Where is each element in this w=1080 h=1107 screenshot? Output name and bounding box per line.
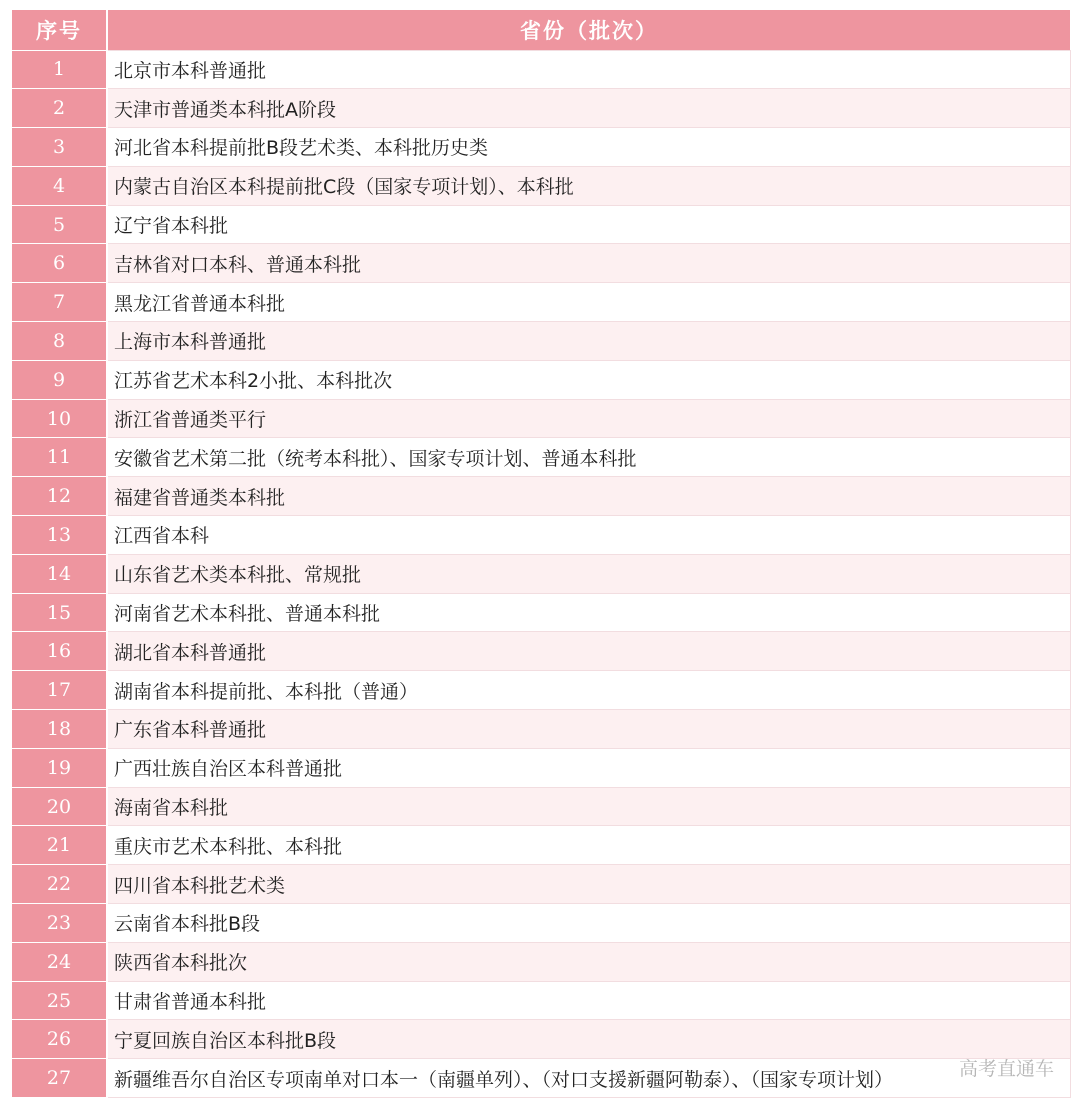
row-index-cell: 2: [12, 89, 107, 128]
table-row: [12, 748, 1070, 787]
table-row: [12, 593, 1070, 632]
province-batch-table-container: [12, 10, 1070, 1098]
row-index-cell: 9: [12, 360, 107, 399]
row-index-cell: 12: [12, 477, 107, 516]
row-province-cell: 湖北省本科普通批: [107, 632, 1070, 671]
table-row: [12, 283, 1070, 322]
table-row: [12, 399, 1070, 438]
table-row: [12, 981, 1070, 1020]
table-row: [12, 787, 1070, 826]
row-index-cell: 25: [12, 981, 107, 1020]
row-province-cell: 广西壮族自治区本科普通批: [107, 748, 1070, 787]
row-index-cell: 19: [12, 748, 107, 787]
table-header: [12, 10, 1070, 50]
row-province-cell: 宁夏回族自治区本科批B段: [107, 1020, 1070, 1059]
row-province-cell: 陕西省本科批次: [107, 942, 1070, 981]
row-index-cell: 23: [12, 904, 107, 943]
header-row: [12, 10, 1070, 50]
row-province-cell: 辽宁省本科批: [107, 205, 1070, 244]
table-row: [12, 554, 1070, 593]
row-province-cell: 安徽省艺术第二批（统考本科批）、国家专项计划、普通本科批: [107, 438, 1070, 477]
row-province-cell: 河南省艺术本科批、普通本科批: [107, 593, 1070, 632]
row-index-cell: 15: [12, 593, 107, 632]
row-index-cell: 13: [12, 516, 107, 555]
row-province-cell: 山东省艺术类本科批、常规批: [107, 554, 1070, 593]
row-index-cell: 3: [12, 128, 107, 167]
row-province-cell: 内蒙古自治区本科提前批C段（国家专项计划）、本科批: [107, 166, 1070, 205]
row-province-cell: 海南省本科批: [107, 787, 1070, 826]
row-index-cell: 7: [12, 283, 107, 322]
row-province-cell: 江苏省艺术本科2小批、本科批次: [107, 360, 1070, 399]
table-body: [12, 50, 1070, 1098]
row-province-cell: 江西省本科: [107, 516, 1070, 555]
row-province-cell: 上海市本科普通批: [107, 322, 1070, 361]
row-province-cell: 重庆市艺术本科批、本科批: [107, 826, 1070, 865]
row-index-cell: 1: [12, 50, 107, 89]
row-index-cell: 6: [12, 244, 107, 283]
row-province-cell: 甘肃省普通本科批: [107, 981, 1070, 1020]
row-index-cell: 11: [12, 438, 107, 477]
table-row: [12, 166, 1070, 205]
row-index-cell: 24: [12, 942, 107, 981]
table-row: [12, 322, 1070, 361]
row-index-cell: 26: [12, 1020, 107, 1059]
row-index-cell: 17: [12, 671, 107, 710]
table-row: [12, 244, 1070, 283]
row-province-cell: 浙江省普通类平行: [107, 399, 1070, 438]
row-index-cell: 16: [12, 632, 107, 671]
row-province-cell: 广东省本科普通批: [107, 710, 1070, 749]
row-index-cell: 22: [12, 865, 107, 904]
table-row: [12, 50, 1070, 89]
table-row: [12, 671, 1070, 710]
row-province-cell: 北京市本科普通批: [107, 50, 1070, 89]
table-row: [12, 360, 1070, 399]
row-index-cell: 8: [12, 322, 107, 361]
row-province-cell: 河北省本科提前批B段艺术类、本科批历史类: [107, 128, 1070, 167]
row-province-cell: 新疆维吾尔自治区专项南单对口本一（南疆单列）、（对口支援新疆阿勒泰）、（国家专项计划）: [107, 1059, 1070, 1098]
row-index-cell: 21: [12, 826, 107, 865]
row-province-cell: 四川省本科批艺术类: [107, 865, 1070, 904]
table-row: [12, 128, 1070, 167]
table-row: [12, 904, 1070, 943]
row-index-cell: 10: [12, 399, 107, 438]
row-index-cell: 20: [12, 787, 107, 826]
table-row: [12, 89, 1070, 128]
table-row: [12, 710, 1070, 749]
row-province-cell: 吉林省对口本科、普通本科批: [107, 244, 1070, 283]
table-row: [12, 438, 1070, 477]
table-row: [12, 826, 1070, 865]
row-province-cell: 天津市普通类本科批A阶段: [107, 89, 1070, 128]
province-batch-table: [12, 10, 1071, 1098]
table-row: [12, 865, 1070, 904]
row-province-cell: 福建省普通类本科批: [107, 477, 1070, 516]
row-province-cell: 黑龙江省普通本科批: [107, 283, 1070, 322]
row-index-cell: 4: [12, 166, 107, 205]
table-row: [12, 942, 1070, 981]
row-province-cell: 湖南省本科提前批、本科批（普通）: [107, 671, 1070, 710]
table-row: [12, 1059, 1070, 1098]
row-index-cell: 18: [12, 710, 107, 749]
row-index-cell: 27: [12, 1059, 107, 1098]
row-province-cell: 云南省本科批B段: [107, 904, 1070, 943]
watermark-text: 高考直通车: [958, 1058, 1054, 1080]
row-index-cell: 5: [12, 205, 107, 244]
table-row: [12, 632, 1070, 671]
header-index: 序号: [12, 10, 107, 50]
row-index-cell: 14: [12, 554, 107, 593]
table-row: [12, 1020, 1070, 1059]
table-row: [12, 477, 1070, 516]
table-row: [12, 205, 1070, 244]
table-row: [12, 516, 1070, 555]
header-province: 省份（批次）: [107, 10, 1070, 50]
